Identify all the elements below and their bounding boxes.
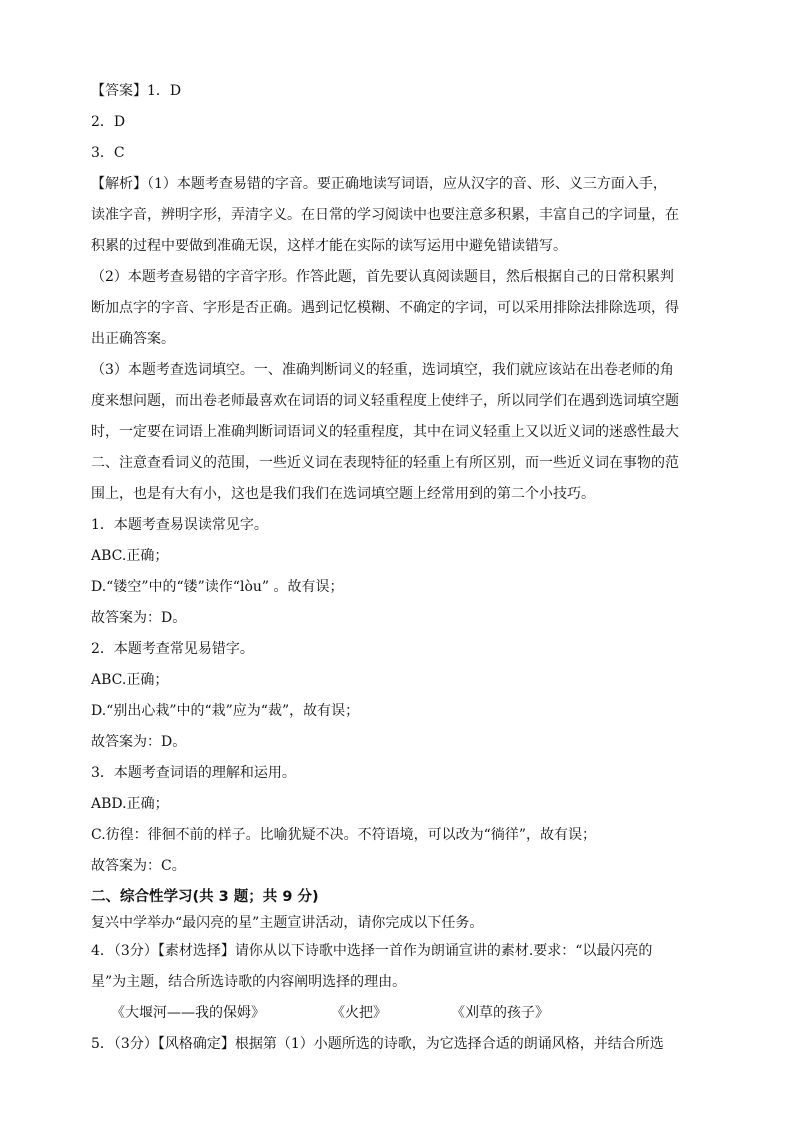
question-4-line: 星”为主题，结合所选诗歌的内容阐明选择的理由。 [91, 974, 407, 990]
poem-option: 《大堰河——我的保姆》 [111, 1005, 265, 1021]
analysis-line: 断加点字的字音、字形是否正确。遇到记忆模糊、不确定的字词，可以采用排除法排除选项，得 [91, 300, 679, 316]
q3-explanation-line: 3．本题考查词语的理解和运用。 [91, 765, 296, 781]
section-heading: 二、综合性学习(共 3 题；共 9 分) [91, 889, 319, 905]
section-intro: 复兴中学举办“最闪亮的星”主题宣讲活动，请你完成以下任务。 [91, 915, 484, 931]
question-4-line: 4．（3分）【素材选择】请你从以下诗歌中选择一首作为朗诵宣讲的素材.要求：“以最闪亮的 [91, 943, 653, 959]
analysis-line: 出正确答案。 [91, 331, 175, 347]
answer-line-2: 2．D [91, 114, 126, 130]
poem-option: 《刈草的孩子》 [451, 1005, 549, 1021]
question-5-line: 5．（3分）【风格确定】根据第（1）小题所选的诗歌，为它选择合适的朗诵风格，并结合所选 [91, 1036, 664, 1052]
q3-explanation-line: ABD.正确； [91, 796, 169, 812]
analysis-line: 积累的过程中要做到准确无误，这样才能在实际的读写运用中避免错读错写。 [91, 238, 567, 254]
answer-line-1: 【答案】1．D [91, 83, 182, 99]
poem-option: 《火把》 [331, 1005, 387, 1021]
q1-explanation-line: D.“镂空”中的“镂”读作“lòu” 。故有误； [91, 579, 344, 595]
poem-options [91, 998, 706, 1029]
q2-explanation-line: 故答案为：D。 [91, 734, 187, 750]
q2-explanation-line: ABC.正确； [91, 672, 169, 688]
q2-explanation-line: D.“别出心栽”中的“栽”应为“裁”，故有误； [91, 703, 360, 719]
answer-line-3: 3．C [91, 145, 125, 161]
q1-explanation-line: 1．本题考查易误读常见字。 [91, 517, 268, 533]
analysis-line: （2）本题考查易错的字音字形。作答此题，首先要认真阅读题目，然后根据自己的日常积累判 [91, 269, 674, 285]
analysis-line: 围上，也是有大有小，这也是我们我们在选词填空题上经常用到的第二个小技巧。 [91, 486, 595, 502]
analysis-line: 度来想问题，而出卷老师最喜欢在词语的词义轻重程度上使绊子，所以同学们在遇到选词填空题 [91, 393, 679, 409]
analysis-line: 【解析】（1）本题考查易错的字音。要正确地读写词语，应从汉字的音、形、义三方面入手， [91, 176, 667, 192]
q3-explanation-line: 故答案为：C。 [91, 858, 186, 874]
analysis-line: 二、注意查看词义的范围，一些近义词在表现特征的轻重上有所区别，而一些近义词在事物的范 [91, 455, 679, 471]
q1-explanation-line: 故答案为：D。 [91, 610, 187, 626]
q1-explanation-line: ABC.正确； [91, 548, 169, 564]
document-page [91, 76, 706, 1060]
q3-explanation-line: C.彷徨：徘徊不前的样子。比喻犹疑不决。不符语境，可以改为“徜徉”，故有误； [91, 827, 596, 843]
analysis-line: 读准字音，辨明字形，弄清字义。在日常的学习阅读中也要注意多积累，丰富自己的字词量，在 [91, 207, 679, 223]
analysis-line: 时，一定要在词语上准确判断词语词义的轻重程度，其中在词义轻重上又以近义词的迷惑性最大 [91, 424, 679, 440]
analysis-line: （3）本题考查选词填空。一、准确判断词义的轻重，选词填空，我们就应该站在出卷老师的角 [91, 362, 674, 378]
q2-explanation-line: 2．本题考查常见易错字。 [91, 641, 254, 657]
